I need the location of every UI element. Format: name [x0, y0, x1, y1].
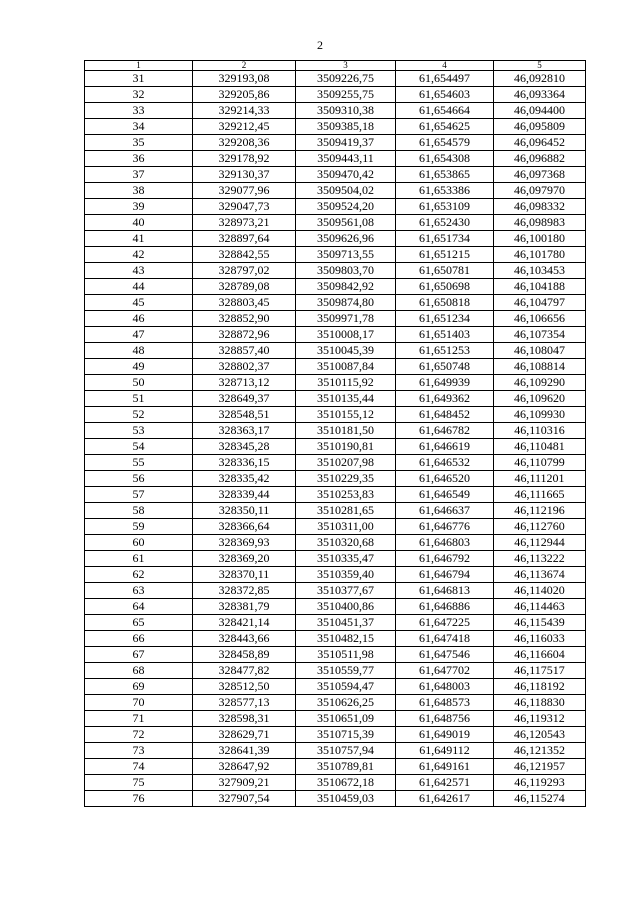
table-cell-col-4: 61,646813 [396, 583, 494, 599]
table-cell-col-5: 46,115439 [494, 615, 586, 631]
table-cell-col-2: 329208,36 [193, 135, 296, 151]
table-cell-col-3: 3510311,00 [296, 519, 396, 535]
table-cell-col-4: 61,648756 [396, 711, 494, 727]
table-cell-col-3: 3510789,81 [296, 759, 396, 775]
table-cell-col-5: 46,112944 [494, 535, 586, 551]
table-cell-col-4: 61,647418 [396, 631, 494, 647]
table-row [85, 247, 586, 263]
table-cell-col-5: 46,116033 [494, 631, 586, 647]
table-cell-col-1: 61 [85, 551, 193, 567]
table-cell-col-2: 328872,96 [193, 327, 296, 343]
table-row [85, 375, 586, 391]
table-cell-col-4: 61,648003 [396, 679, 494, 695]
table-row [85, 391, 586, 407]
column-header-2: 2 [193, 61, 296, 71]
table-row [85, 199, 586, 215]
table-cell-col-5: 46,098332 [494, 199, 586, 215]
table-cell-col-4: 61,650748 [396, 359, 494, 375]
table-cell-col-1: 34 [85, 119, 193, 135]
table-cell-col-3: 3510559,77 [296, 663, 396, 679]
table-cell-col-4: 61,653109 [396, 199, 494, 215]
table-cell-col-4: 61,649939 [396, 375, 494, 391]
table-cell-col-2: 329047,73 [193, 199, 296, 215]
table-cell-col-3: 3509713,55 [296, 247, 396, 263]
table-cell-col-1: 41 [85, 231, 193, 247]
table-row [85, 263, 586, 279]
table-row [85, 215, 586, 231]
table-cell-col-4: 61,653865 [396, 167, 494, 183]
table-cell-col-2: 328973,21 [193, 215, 296, 231]
table-cell-col-2: 329130,37 [193, 167, 296, 183]
table-cell-col-3: 3509524,20 [296, 199, 396, 215]
table-cell-col-1: 70 [85, 695, 193, 711]
table-cell-col-2: 328802,37 [193, 359, 296, 375]
column-header-4: 4 [396, 61, 494, 71]
table-cell-col-3: 3510135,44 [296, 391, 396, 407]
table-cell-col-1: 54 [85, 439, 193, 455]
table-cell-col-3: 3510281,65 [296, 503, 396, 519]
table-row [85, 503, 586, 519]
table-cell-col-1: 46 [85, 311, 193, 327]
table-cell-col-2: 328369,20 [193, 551, 296, 567]
table-cell-col-2: 328381,79 [193, 599, 296, 615]
table-row [85, 423, 586, 439]
table-cell-col-5: 46,111665 [494, 487, 586, 503]
table-cell-col-4: 61,649112 [396, 743, 494, 759]
table-cell-col-2: 327907,54 [193, 791, 296, 807]
table-cell-col-1: 39 [85, 199, 193, 215]
table-row [85, 103, 586, 119]
table-cell-col-3: 3510229,35 [296, 471, 396, 487]
table-row [85, 679, 586, 695]
table-cell-col-3: 3510320,68 [296, 535, 396, 551]
table-cell-col-5: 46,096882 [494, 151, 586, 167]
table-cell-col-5: 46,106656 [494, 311, 586, 327]
table-cell-col-2: 327909,21 [193, 775, 296, 791]
table-row [85, 663, 586, 679]
table-cell-col-4: 61,646549 [396, 487, 494, 503]
table-cell-col-3: 3509470,42 [296, 167, 396, 183]
table-cell-col-2: 329193,08 [193, 71, 296, 87]
table-cell-col-2: 328363,17 [193, 423, 296, 439]
table-cell-col-5: 46,098983 [494, 215, 586, 231]
table-row [85, 87, 586, 103]
table-cell-col-1: 38 [85, 183, 193, 199]
table-cell-col-2: 328339,44 [193, 487, 296, 503]
table-cell-col-2: 328789,08 [193, 279, 296, 295]
table-cell-col-1: 69 [85, 679, 193, 695]
table-cell-col-3: 3510115,92 [296, 375, 396, 391]
table-cell-col-3: 3510400,86 [296, 599, 396, 615]
table-cell-col-2: 328842,55 [193, 247, 296, 263]
table-cell-col-2: 328649,37 [193, 391, 296, 407]
table-cell-col-3: 3510482,15 [296, 631, 396, 647]
table-body [85, 71, 586, 807]
table-row [85, 727, 586, 743]
table-cell-col-1: 58 [85, 503, 193, 519]
table-cell-col-4: 61,642571 [396, 775, 494, 791]
table-cell-col-3: 3510087,84 [296, 359, 396, 375]
table-cell-col-4: 61,654603 [396, 87, 494, 103]
table-cell-col-1: 47 [85, 327, 193, 343]
table-cell-col-2: 328458,89 [193, 647, 296, 663]
header-row [85, 61, 586, 71]
column-header-1: 1 [85, 61, 193, 71]
table-cell-col-1: 74 [85, 759, 193, 775]
table-cell-col-4: 61,646637 [396, 503, 494, 519]
table-cell-col-1: 48 [85, 343, 193, 359]
table-cell-col-2: 328366,64 [193, 519, 296, 535]
table-cell-col-2: 328512,50 [193, 679, 296, 695]
table-cell-col-1: 56 [85, 471, 193, 487]
table-cell-col-5: 46,108814 [494, 359, 586, 375]
table-cell-col-2: 329178,92 [193, 151, 296, 167]
table-cell-col-2: 329214,33 [193, 103, 296, 119]
coordinates-table [84, 60, 586, 807]
table-cell-col-5: 46,096452 [494, 135, 586, 151]
table-header [85, 61, 586, 71]
table-row [85, 759, 586, 775]
table-row [85, 151, 586, 167]
table-cell-col-5: 46,110481 [494, 439, 586, 455]
table-cell-col-4: 61,651215 [396, 247, 494, 263]
table-cell-col-4: 61,647702 [396, 663, 494, 679]
table-cell-col-5: 46,109620 [494, 391, 586, 407]
table-cell-col-4: 61,648452 [396, 407, 494, 423]
table-cell-col-2: 329205,86 [193, 87, 296, 103]
table-cell-col-4: 61,651403 [396, 327, 494, 343]
table-cell-col-3: 3510155,12 [296, 407, 396, 423]
table-cell-col-4: 61,652430 [396, 215, 494, 231]
table-cell-col-4: 61,646532 [396, 455, 494, 471]
table-cell-col-1: 62 [85, 567, 193, 583]
table-cell-col-1: 43 [85, 263, 193, 279]
table-cell-col-3: 3509310,38 [296, 103, 396, 119]
table-cell-col-1: 50 [85, 375, 193, 391]
table-row [85, 743, 586, 759]
table-cell-col-1: 63 [85, 583, 193, 599]
table-row [85, 775, 586, 791]
table-cell-col-1: 75 [85, 775, 193, 791]
table-cell-col-4: 61,653386 [396, 183, 494, 199]
table-row [85, 183, 586, 199]
table-cell-col-4: 61,654308 [396, 151, 494, 167]
table-cell-col-5: 46,097970 [494, 183, 586, 199]
table-cell-col-2: 328477,82 [193, 663, 296, 679]
table-cell-col-2: 328598,31 [193, 711, 296, 727]
table-row [85, 567, 586, 583]
table-cell-col-4: 61,646520 [396, 471, 494, 487]
table-cell-col-5: 46,119312 [494, 711, 586, 727]
table-cell-col-5: 46,114463 [494, 599, 586, 615]
table-cell-col-5: 46,121352 [494, 743, 586, 759]
table-cell-col-5: 46,110799 [494, 455, 586, 471]
table-cell-col-2: 328421,14 [193, 615, 296, 631]
table-cell-col-4: 61,650818 [396, 295, 494, 311]
table-cell-col-4: 61,650781 [396, 263, 494, 279]
table-cell-col-1: 55 [85, 455, 193, 471]
table-cell-col-3: 3510359,40 [296, 567, 396, 583]
table-cell-col-5: 46,117517 [494, 663, 586, 679]
table-cell-col-5: 46,116604 [494, 647, 586, 663]
table-row [85, 615, 586, 631]
table-cell-col-3: 3510335,47 [296, 551, 396, 567]
table-cell-col-3: 3509874,80 [296, 295, 396, 311]
table-cell-col-3: 3510045,39 [296, 343, 396, 359]
table-row [85, 791, 586, 807]
table-cell-col-1: 37 [85, 167, 193, 183]
table-row [85, 327, 586, 343]
table-row [85, 695, 586, 711]
table-cell-col-2: 328370,11 [193, 567, 296, 583]
table-cell-col-5: 46,113674 [494, 567, 586, 583]
table-cell-col-1: 66 [85, 631, 193, 647]
column-header-5: 5 [494, 61, 586, 71]
table-cell-col-1: 44 [85, 279, 193, 295]
table-cell-col-4: 61,647225 [396, 615, 494, 631]
table-row [85, 535, 586, 551]
table-cell-col-1: 73 [85, 743, 193, 759]
table-cell-col-2: 328350,11 [193, 503, 296, 519]
table-cell-col-3: 3509504,02 [296, 183, 396, 199]
table-cell-col-4: 61,646619 [396, 439, 494, 455]
table-cell-col-3: 3510190,81 [296, 439, 396, 455]
table-cell-col-3: 3510008,17 [296, 327, 396, 343]
table-cell-col-2: 328641,39 [193, 743, 296, 759]
table-cell-col-5: 46,110316 [494, 423, 586, 439]
table-row [85, 167, 586, 183]
table-row [85, 343, 586, 359]
table-row [85, 119, 586, 135]
table-cell-col-3: 3510253,83 [296, 487, 396, 503]
table-cell-col-2: 328647,92 [193, 759, 296, 775]
table-cell-col-5: 46,115274 [494, 791, 586, 807]
table-row [85, 439, 586, 455]
table-cell-col-4: 61,646803 [396, 535, 494, 551]
table-cell-col-1: 42 [85, 247, 193, 263]
table-cell-col-2: 328336,15 [193, 455, 296, 471]
table-cell-col-3: 3509226,75 [296, 71, 396, 87]
table-cell-col-2: 328629,71 [193, 727, 296, 743]
table-cell-col-1: 36 [85, 151, 193, 167]
table-cell-col-3: 3509561,08 [296, 215, 396, 231]
table-cell-col-1: 67 [85, 647, 193, 663]
table-cell-col-5: 46,100180 [494, 231, 586, 247]
table-cell-col-5: 46,108047 [494, 343, 586, 359]
table-cell-col-1: 64 [85, 599, 193, 615]
table-cell-col-2: 328857,40 [193, 343, 296, 359]
table-cell-col-3: 3510511,98 [296, 647, 396, 663]
table-cell-col-3: 3510451,37 [296, 615, 396, 631]
table-cell-col-5: 46,107354 [494, 327, 586, 343]
table-row [85, 295, 586, 311]
table-cell-col-2: 329077,96 [193, 183, 296, 199]
table-cell-col-3: 3510594,47 [296, 679, 396, 695]
table-cell-col-4: 61,649362 [396, 391, 494, 407]
table-cell-col-5: 46,118192 [494, 679, 586, 695]
table-cell-col-5: 46,114020 [494, 583, 586, 599]
table-cell-col-3: 3510207,98 [296, 455, 396, 471]
table-row [85, 279, 586, 295]
table-cell-col-3: 3510181,50 [296, 423, 396, 439]
table-cell-col-5: 46,112760 [494, 519, 586, 535]
table-cell-col-4: 61,654625 [396, 119, 494, 135]
table-cell-col-2: 328345,28 [193, 439, 296, 455]
table-cell-col-5: 46,113222 [494, 551, 586, 567]
table-cell-col-5: 46,101780 [494, 247, 586, 263]
table-cell-col-5: 46,112196 [494, 503, 586, 519]
table-cell-col-1: 52 [85, 407, 193, 423]
table-row [85, 551, 586, 567]
table-row [85, 359, 586, 375]
table-cell-col-1: 59 [85, 519, 193, 535]
table-cell-col-1: 60 [85, 535, 193, 551]
table-cell-col-4: 61,650698 [396, 279, 494, 295]
table-cell-col-1: 49 [85, 359, 193, 375]
table-cell-col-5: 46,095809 [494, 119, 586, 135]
table-cell-col-2: 328443,66 [193, 631, 296, 647]
table-cell-col-4: 61,646792 [396, 551, 494, 567]
table-row [85, 407, 586, 423]
table-row [85, 519, 586, 535]
table-cell-col-4: 61,646776 [396, 519, 494, 535]
table-cell-col-4: 61,646886 [396, 599, 494, 615]
table-cell-col-1: 68 [85, 663, 193, 679]
table-row [85, 631, 586, 647]
table-cell-col-5: 46,118830 [494, 695, 586, 711]
table-cell-col-1: 71 [85, 711, 193, 727]
table-cell-col-3: 3510377,67 [296, 583, 396, 599]
table-row [85, 135, 586, 151]
table-cell-col-5: 46,109290 [494, 375, 586, 391]
table-cell-col-3: 3509255,75 [296, 87, 396, 103]
table-cell-col-1: 65 [85, 615, 193, 631]
table-cell-col-4: 61,651734 [396, 231, 494, 247]
table-cell-col-4: 61,647546 [396, 647, 494, 663]
table-cell-col-5: 46,092810 [494, 71, 586, 87]
table-cell-col-5: 46,093364 [494, 87, 586, 103]
table-row [85, 647, 586, 663]
table-row [85, 455, 586, 471]
table-cell-col-2: 328548,51 [193, 407, 296, 423]
table-cell-col-1: 32 [85, 87, 193, 103]
table-cell-col-3: 3509803,70 [296, 263, 396, 279]
table-cell-col-1: 33 [85, 103, 193, 119]
table-cell-col-5: 46,121957 [494, 759, 586, 775]
table-row [85, 71, 586, 87]
page-number: 2 [317, 38, 323, 52]
table-cell-col-3: 3509971,78 [296, 311, 396, 327]
table-cell-col-3: 3509385,18 [296, 119, 396, 135]
table-cell-col-2: 328372,85 [193, 583, 296, 599]
table-row [85, 599, 586, 615]
table-cell-col-2: 328335,42 [193, 471, 296, 487]
table-cell-col-4: 61,654497 [396, 71, 494, 87]
table-cell-col-3: 3510459,03 [296, 791, 396, 807]
table-cell-col-3: 3509443,11 [296, 151, 396, 167]
table-cell-col-2: 329212,45 [193, 119, 296, 135]
table-cell-col-5: 46,111201 [494, 471, 586, 487]
table-cell-col-3: 3510715,39 [296, 727, 396, 743]
table-cell-col-1: 72 [85, 727, 193, 743]
table-cell-col-2: 328577,13 [193, 695, 296, 711]
table-cell-col-3: 3510757,94 [296, 743, 396, 759]
table-cell-col-4: 61,654579 [396, 135, 494, 151]
table-cell-col-5: 46,120543 [494, 727, 586, 743]
table-cell-col-4: 61,648573 [396, 695, 494, 711]
table-cell-col-5: 46,109930 [494, 407, 586, 423]
table-cell-col-5: 46,104797 [494, 295, 586, 311]
table-cell-col-4: 61,654664 [396, 103, 494, 119]
table-row [85, 711, 586, 727]
table-row [85, 311, 586, 327]
table-cell-col-3: 3510626,25 [296, 695, 396, 711]
table-cell-col-2: 328369,93 [193, 535, 296, 551]
table-cell-col-3: 3509626,96 [296, 231, 396, 247]
table-cell-col-1: 35 [85, 135, 193, 151]
table-cell-col-5: 46,119293 [494, 775, 586, 791]
table-cell-col-3: 3510672,18 [296, 775, 396, 791]
table-cell-col-3: 3509419,37 [296, 135, 396, 151]
table-cell-col-1: 57 [85, 487, 193, 503]
table-cell-col-4: 61,649161 [396, 759, 494, 775]
table-cell-col-2: 328797,02 [193, 263, 296, 279]
table-cell-col-1: 31 [85, 71, 193, 87]
table-cell-col-4: 61,646782 [396, 423, 494, 439]
table-cell-col-4: 61,642617 [396, 791, 494, 807]
table-cell-col-5: 46,097368 [494, 167, 586, 183]
table-cell-col-5: 46,103453 [494, 263, 586, 279]
table-cell-col-4: 61,646794 [396, 567, 494, 583]
table-cell-col-2: 328897,64 [193, 231, 296, 247]
table-row [85, 231, 586, 247]
table-cell-col-4: 61,649019 [396, 727, 494, 743]
table-cell-col-2: 328803,45 [193, 295, 296, 311]
table-row [85, 487, 586, 503]
table-row [85, 471, 586, 487]
table-cell-col-4: 61,651234 [396, 311, 494, 327]
table-cell-col-1: 51 [85, 391, 193, 407]
table-row [85, 583, 586, 599]
table-cell-col-1: 76 [85, 791, 193, 807]
table-cell-col-3: 3510651,09 [296, 711, 396, 727]
table-cell-col-2: 328713,12 [193, 375, 296, 391]
table-cell-col-1: 53 [85, 423, 193, 439]
table-cell-col-4: 61,651253 [396, 343, 494, 359]
column-header-3: 3 [296, 61, 396, 71]
table-cell-col-1: 40 [85, 215, 193, 231]
table-cell-col-5: 46,094400 [494, 103, 586, 119]
table-cell-col-1: 45 [85, 295, 193, 311]
table-cell-col-3: 3509842,92 [296, 279, 396, 295]
table-cell-col-2: 328852,90 [193, 311, 296, 327]
table-cell-col-5: 46,104188 [494, 279, 586, 295]
